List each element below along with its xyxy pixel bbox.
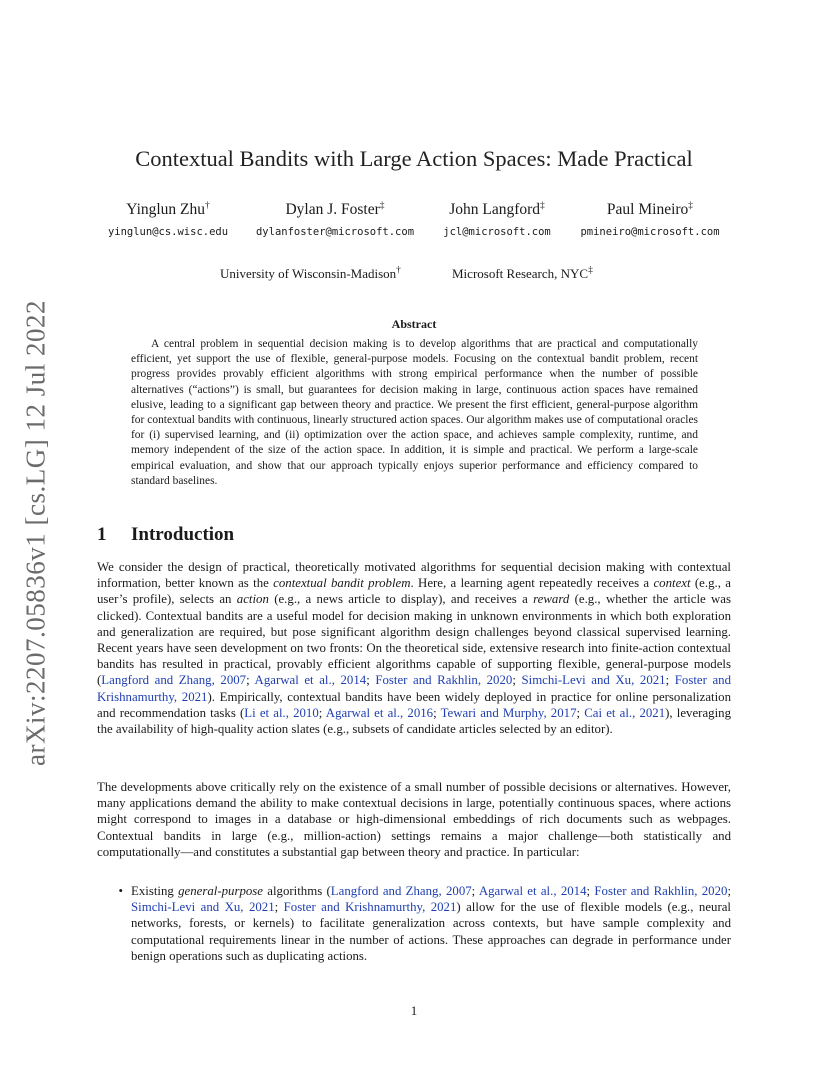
author-2 (256, 200, 414, 241)
emphasized-text: reward (533, 592, 570, 607)
arxiv-identifier: arXiv:2207.05836v1 [cs.LG] 12 Jul 2022 (20, 300, 51, 766)
author-affiliation-mark: † (205, 200, 210, 211)
citation-link[interactable]: Li et al., 2010 (244, 705, 319, 720)
author-email: jcl@microsoft.com (443, 226, 551, 238)
author-affiliation-mark: ‡ (540, 200, 545, 211)
section-number: 1 (97, 524, 107, 545)
citation-link[interactable]: Tewari and Murphy, 2017 (440, 705, 577, 720)
paper-title: Contextual Bandits with Large Action Spaces: Made Practical (135, 146, 693, 171)
text-run: . Here, a learning agent repeatedly receives a (410, 576, 654, 591)
text-run: algorithms ( (263, 884, 331, 898)
abstract-heading: Abstract (391, 317, 437, 331)
text-run: The developments above critically rely on the existence of a small number of possible decisions or alternatives. However, many applications demand the ability to make contextual decisions in large, potentially continuous spaces, where actions might correspond to images in a database or high-dimensional embeddings of rich documents such as webpages. Contextual bandits in large (e.g., million-action) settings remains a major challenge—both statistically and computationally—and constitutes a substantial gap between theory and practice. In particular: (97, 780, 731, 859)
section-heading (97, 524, 234, 546)
text-run: We consider the design of practical, theoretically motivated algorithms for sequential decision making with contextual information, better known as the (97, 560, 731, 591)
author-affiliation-mark: ‡ (688, 200, 694, 211)
affiliation-2 (452, 266, 593, 282)
bullet-icon: • (118, 884, 123, 898)
citation-link[interactable]: Cai et al., 2021 (584, 705, 666, 720)
text-run: ; (512, 673, 522, 688)
citation-link[interactable]: Foster and Rakhlin, 2020 (594, 884, 728, 898)
text-run: ; (433, 705, 441, 720)
affiliation-1 (220, 266, 401, 282)
author-email: dylanfoster@microsoft.com (255, 226, 415, 238)
affiliation-mark: † (396, 265, 401, 276)
list-item-text (131, 883, 731, 964)
affiliation-name: University of Wisconsin-Madison (220, 266, 397, 281)
emphasized-text: context (653, 576, 691, 591)
citation-link[interactable]: Foster and Krishnamurthy, 2021 (97, 673, 731, 704)
author-1 (108, 200, 228, 241)
citation-link[interactable]: Langford and Zhang, 2007 (330, 884, 472, 898)
text-run: ; (318, 705, 326, 720)
author-affiliation-mark: ‡ (379, 200, 385, 211)
text-run: ; (366, 673, 376, 688)
body-paragraph (97, 779, 731, 860)
text-run: (e.g., a user’s profile), selects an (97, 576, 731, 607)
citation-link[interactable]: Foster and Krishnamurthy, 2021 (283, 900, 457, 915)
emphasized-text: action (236, 592, 269, 607)
author-email: pmineiro@microsoft.com (580, 226, 720, 238)
text-run: ; (727, 884, 732, 898)
text-run: ; (576, 705, 585, 720)
text-run: ; (471, 884, 479, 898)
text-run: Existing (131, 884, 179, 898)
author-name: Yinglun Zhu (126, 201, 206, 218)
citation-link[interactable]: Agarwal et al., 2014 (254, 673, 367, 688)
author-3 (443, 200, 550, 241)
text-run: ), leveraging the availability of high-quality action slates (e.g., subsets of candidate articles selected by an editor). (97, 705, 731, 737)
text-run: (e.g., a news article to display), and receives a (268, 592, 534, 607)
affiliation-mark: ‡ (588, 265, 593, 276)
author-name: John Langford (449, 201, 541, 218)
text-run: ; (586, 884, 595, 898)
text-run: ; (665, 673, 675, 688)
text-run: ). Empirically, contextual bandits have been widely deployed in practice for online personalization and recommendation tasks ( (97, 689, 731, 720)
citation-link[interactable]: Foster and Rakhlin, 2020 (375, 673, 513, 688)
text-run: ; (274, 900, 284, 915)
list-item (97, 883, 731, 964)
body-paragraph (97, 559, 731, 737)
citation-link[interactable]: Agarwal et al., 2016 (325, 705, 434, 720)
text-run: (e.g., whether the article was clicked). Contextual bandits are a useful model for decision making in unknown environments in which both exploration and generalization are required, but pose significant algorithm design challenges beyond classical supervised learning. Recent years have seen development on two fronts: On the theoretical side, extensive research into finite-action contextual bandits has resulted in practical, provably efficient algorithms capable of supporting flexible, general-purpose models ( (97, 592, 732, 688)
bullet-list (97, 883, 731, 964)
text-run: ; (246, 673, 255, 688)
author-4 (580, 200, 719, 241)
emphasized-text: general-purpose (178, 884, 263, 898)
author-name: Paul Mineiro (606, 201, 689, 218)
author-email: yinglun@cs.wisc.edu (107, 226, 229, 238)
citation-link[interactable]: Simchi-Levi and Xu, 2021 (131, 900, 275, 915)
abstract-body: A central problem in sequential decision making is to develop algorithms that are practical and computationally efficient, yet support the use of flexible, general-purpose models. Focusing on the contextual bandit problem, recent progress provides provably efficient algorithms with strong empirical performance when the number of possible alternatives (“actions”) is small, but guarantees for decision making in large, continuous action spaces have remained elusive, leading to a significant gap between theory and practice. We present the first efficient, general-purpose algorithm for contextual bandits with continuous, linearly structured action spaces. Our algorithm makes use of computational oracles for (i) supervised learning, and (ii) optimization over the action space, and achieves sample complexity, runtime, and memory independent of the size of the action space. In addition, it is simple and practical. We perform a large-scale empirical evaluation, and show that our approach typically enjoys superior performance and efficiency compared to standard baselines. (131, 338, 698, 487)
citation-link[interactable]: Agarwal et al., 2014 (478, 884, 587, 898)
affiliation-name: Microsoft Research, NYC (452, 266, 589, 281)
page-number: 1 (410, 1003, 418, 1018)
emphasized-text: contextual bandit problem (273, 576, 411, 591)
citation-link[interactable]: Simchi-Levi and Xu, 2021 (521, 673, 666, 688)
citation-link[interactable]: Langford and Zhang, 2007 (101, 673, 247, 688)
author-name: Dylan J. Foster (285, 201, 380, 218)
text-run: ) allow for the use of flexible models (e.g., neural networks, forests, or kernels) to facilitate generalization across contexts, but have sample complexity and computational requirements linear in the number of actions. These approaches can degrade in performance under benign operations such as duplicating actions. (131, 900, 731, 963)
section-title: Introduction (131, 524, 235, 545)
